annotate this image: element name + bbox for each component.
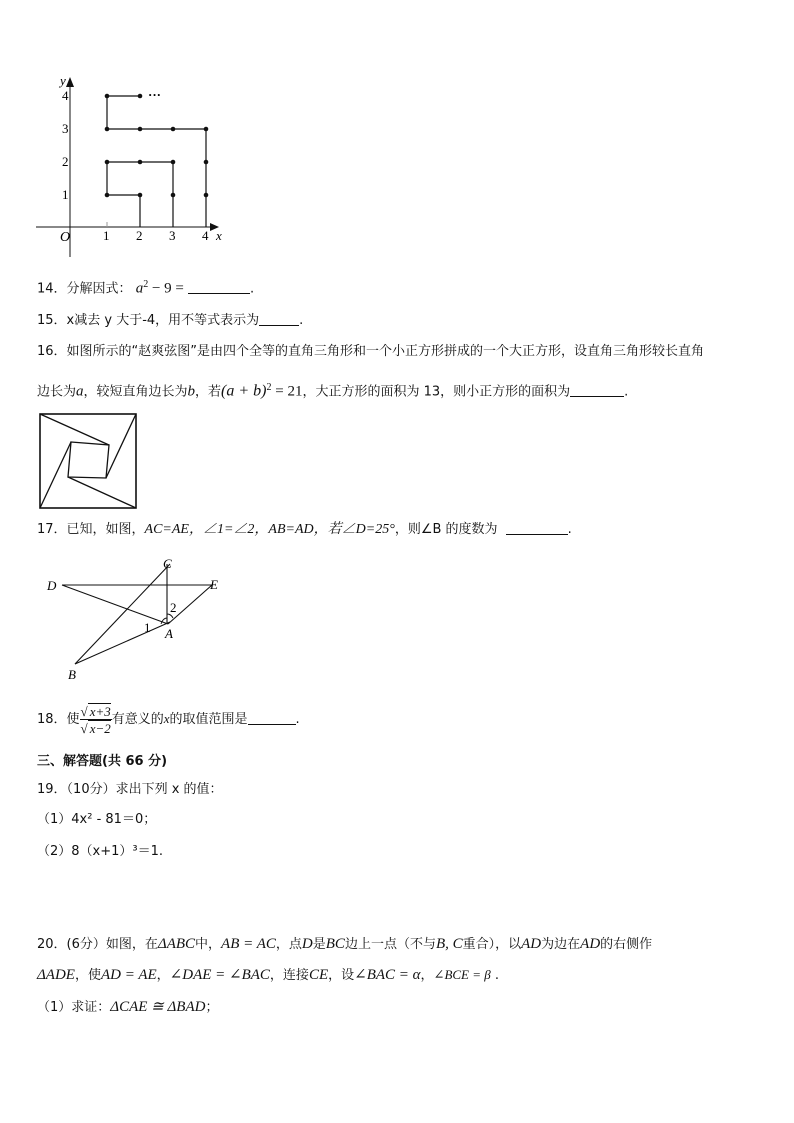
question-16-line1: [37, 342, 704, 362]
q16-suffix: .: [624, 384, 629, 400]
grid-path-points: [105, 94, 209, 198]
q20-tri-abc: ΔABC: [157, 936, 196, 952]
question-14: [37, 275, 254, 299]
q20-seg-ce: CE: [308, 967, 329, 983]
q18-answer-blank[interactable]: [248, 710, 296, 725]
label-E: E: [210, 577, 218, 592]
angle-label-2: 2: [170, 600, 177, 615]
q16-part-a: 边长为: [37, 384, 77, 400]
q20-text-e: 边上一点（不与: [344, 937, 436, 952]
q20-text-g: 为边在: [541, 937, 581, 952]
q18-fraction: $\frac{√ x+3}{√ x-2}$: [80, 704, 111, 736]
q14-suffix: .: [250, 281, 255, 297]
q16-formula-exponent: 2: [266, 382, 272, 393]
q20-eq-beta: ∠BCE = β: [433, 967, 491, 982]
q15-suffix: .: [299, 313, 304, 328]
grid-path: [107, 96, 206, 227]
question-19-part2: （2）8（x+1）³＝1.: [37, 844, 164, 859]
q20-eq-ad-ae: AD = AE: [100, 967, 157, 983]
q20-text-h: 的右侧作: [600, 937, 653, 952]
q17-condition: AC=AE，∠1=∠2，AB=AD，若∠D=25°: [144, 522, 395, 537]
q16-var-b: b: [187, 383, 196, 400]
q20-text-f: 重合），以: [462, 937, 522, 952]
q13-coordinate-figure: [36, 72, 226, 262]
y-tick-4: 4: [62, 88, 69, 103]
y-tick-1: 1: [62, 187, 69, 202]
q17-number: 17．已知，如图，: [37, 522, 145, 537]
question-15: [37, 311, 303, 331]
q14-expr-rest: − 9 =: [148, 280, 184, 297]
label-D: D: [47, 578, 57, 593]
question-17: [37, 520, 572, 540]
q20-seg-ad-2: AD: [580, 936, 601, 952]
q20-seg-ad: AD: [521, 936, 542, 952]
section-3-heading: 三、解答题(共 66 分): [37, 754, 168, 769]
q20-text-d: 是: [312, 937, 326, 952]
q16-part-c: ，若: [195, 384, 222, 400]
question-20-line1: [37, 934, 652, 955]
q20-tri-ade: ΔADE: [37, 967, 75, 983]
q20-eq-alpha: ∠BAC = α: [354, 967, 421, 983]
question-20-part1: [37, 997, 218, 1018]
q20-text-2d: ，设: [328, 968, 355, 983]
question-19-part1: （1）4x² - 81＝0；: [37, 812, 157, 827]
q14-prefix: 分解因式：: [66, 281, 132, 297]
origin-label: O: [60, 230, 71, 245]
q18-numerator: x+3: [89, 704, 111, 719]
q20-text-2f: .: [490, 968, 500, 983]
q20-text-2c: ，连接: [269, 968, 309, 983]
q18-prefix: 18．使: [37, 712, 80, 727]
y-tick-2: 2: [62, 154, 69, 169]
q16-formula-rest: = 21: [271, 383, 303, 400]
question-16-line2: [37, 378, 628, 402]
q20-eq-ab-ac: AB = AC: [221, 936, 276, 952]
q14-answer-blank[interactable]: [188, 279, 250, 294]
q20-point-d: D: [301, 936, 313, 952]
q20-text-c: ，点: [275, 937, 302, 952]
q17-answer-blank[interactable]: [506, 520, 568, 535]
x-tick-1: 1: [103, 228, 110, 243]
x-tick-4: 4: [202, 228, 209, 243]
question-20-line2: [37, 965, 499, 986]
q20-points-bc: B, C: [435, 936, 463, 952]
q16-part-b: ，较短直角边长为: [83, 384, 188, 400]
q17-ask: ，则∠B 的度数为: [394, 522, 498, 537]
q16-part-d: ，大正方形的面积为 13，则小正方形的面积为: [302, 384, 571, 400]
q18-var: x: [163, 711, 170, 726]
x-tick-2: 2: [136, 228, 143, 243]
x-axis-label: x: [216, 228, 222, 243]
label-A: A: [165, 626, 173, 641]
q20-text-b: 中，: [195, 937, 222, 952]
q14-number: 14．: [37, 281, 67, 297]
q14-var-a: a: [135, 280, 144, 297]
q20-eq-angles: ∠DAE = ∠BAC: [169, 967, 270, 983]
q20-text-a: 20．(6分）如图，在: [37, 937, 158, 952]
q15-answer-blank[interactable]: [259, 311, 299, 326]
q17-triangle-figure: [40, 552, 230, 687]
ellipsis-mark: ···: [148, 87, 162, 102]
q20-text-2b: ，: [156, 968, 170, 983]
q18-mid: 有意义的: [111, 712, 164, 727]
zhao-shuang-figure: [38, 412, 140, 512]
y-tick-3: 3: [62, 121, 69, 136]
q20-p1-text: （1）求证：: [37, 1000, 111, 1015]
label-C: C: [163, 556, 172, 571]
q20-p1-suffix: ；: [205, 1000, 219, 1015]
q16-var-a: a: [76, 383, 84, 400]
q18-suffix: .: [295, 712, 300, 727]
question-19-title: 19．（10分）求出下列 x 的值：: [37, 782, 223, 797]
q16-line1: 16．如图所示的“赵爽弦图”是由四个全等的直角三角形和一个小正方形拼成的一个大正方形，设直角三角形较长直角: [37, 344, 705, 359]
q20-p1-expr: ΔCAE ≅ ΔBAD: [110, 999, 206, 1015]
q20-seg-bc: BC: [325, 936, 345, 952]
q14-exponent: 2: [143, 279, 149, 290]
q16-formula: (a + b): [221, 382, 267, 400]
q17-suffix: .: [567, 522, 572, 537]
label-B: B: [68, 667, 76, 682]
angle-label-1: 1: [144, 620, 151, 635]
q18-rest: 的取值范围是: [169, 712, 248, 727]
y-axis-label: y: [60, 73, 66, 88]
q20-text-2a: ，使: [74, 968, 101, 983]
q15-text: 15．x减去 y 大于-4，用不等式表示为: [37, 313, 260, 328]
q16-answer-blank[interactable]: [570, 382, 624, 397]
q20-text-2e: ，: [420, 968, 434, 983]
q18-denominator: x−2: [89, 721, 111, 736]
x-tick-3: 3: [169, 228, 176, 243]
question-18: [37, 700, 300, 740]
